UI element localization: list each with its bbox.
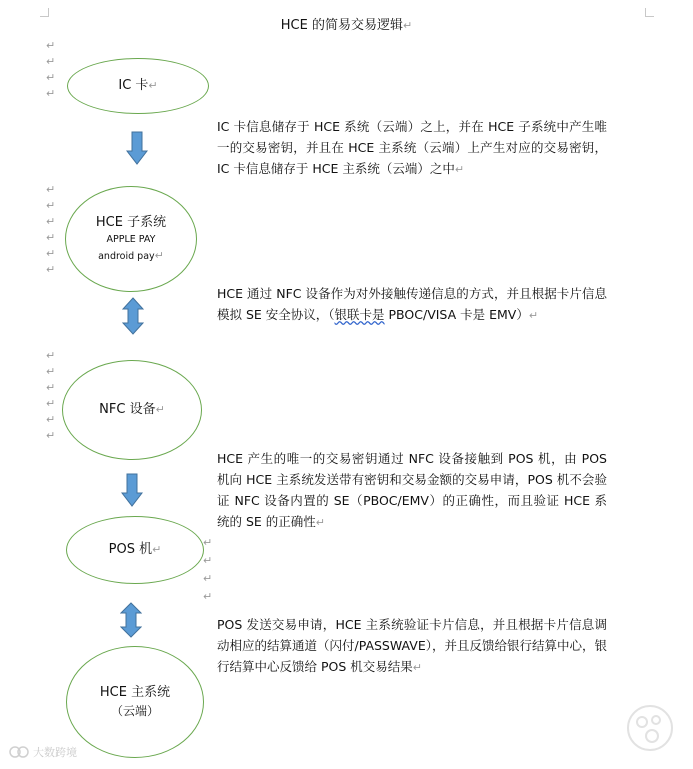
paragraph-mark: ↵ bbox=[315, 516, 325, 529]
watermark-logo-icon bbox=[622, 700, 678, 756]
watermark-logo-icon bbox=[8, 744, 30, 760]
paragraph-mark: ↵ bbox=[154, 248, 164, 262]
nfc-device-node: NFC 设备↵ bbox=[62, 360, 202, 460]
paragraph-mark: ↵ bbox=[46, 199, 56, 212]
paragraph-marks-group-2 bbox=[46, 182, 55, 278]
paragraph-mark: ↵ bbox=[46, 231, 56, 244]
paragraph-marks-group-1 bbox=[46, 38, 55, 102]
down-arrow-icon bbox=[126, 131, 148, 165]
paragraph-mark: ↵ bbox=[46, 71, 56, 84]
paragraph-mark: ↵ bbox=[155, 403, 165, 416]
paragraph-mark: ↵ bbox=[46, 215, 56, 228]
paragraph-mark: ↵ bbox=[203, 590, 213, 603]
paragraph-mark: ↵ bbox=[152, 543, 162, 556]
down-arrow-icon bbox=[121, 473, 143, 507]
paragraph-mark: ↵ bbox=[402, 19, 413, 32]
paragraph-mark: ↵ bbox=[528, 309, 539, 322]
paragraph-mark: ↵ bbox=[203, 536, 213, 549]
paragraph-mark: ↵ bbox=[203, 572, 213, 585]
pos-machine-node: POS 机↵ bbox=[66, 516, 204, 584]
hce-main-system-node: HCE 主系统 （云端） bbox=[66, 646, 204, 758]
paragraph-marks-group-4 bbox=[203, 534, 212, 606]
paragraph-mark: ↵ bbox=[46, 349, 56, 362]
paragraph-ic-card: IC 卡信息储存于 HCE 系统（云端）之上，并在 HCE 子系统中产生唯一的交易密钥，并且在 HCE 主系统（云端）上产生对应的交易密钥，IC 卡信息储存于 HCE 主系统（云端）之中↵ bbox=[217, 119, 607, 176]
page-title: HCE 的简易交易逻辑↵ bbox=[280, 18, 413, 33]
paragraph-mark: ↵ bbox=[46, 365, 56, 378]
paragraph-mark: ↵ bbox=[148, 79, 158, 92]
paragraph-mark: ↵ bbox=[46, 183, 56, 196]
spellcheck-underlined-text: 银联卡是 bbox=[334, 307, 385, 322]
paragraph-mark: ↵ bbox=[46, 55, 56, 68]
paragraph-mark: ↵ bbox=[46, 429, 56, 442]
paragraph-mark: ↵ bbox=[203, 554, 213, 567]
hce-subsystem-node: HCE 子系统 APPLE PAY android pay↵ bbox=[65, 186, 197, 292]
paragraph-mark: ↵ bbox=[412, 661, 422, 674]
ic-card-node: IC 卡↵ bbox=[67, 58, 209, 114]
paragraph-nfc-pos: HCE 产生的唯一的交易密钥通过 NFC 设备接触到 POS 机，由 POS 机向 HCE 主系统发送带有密钥和交易金额的交易申请，POS 机不会验证 NFC 设备内置的 SE（PBOC/EMV）的正确性，而且验证 HCE 系统的 SE 的正确性↵ bbox=[217, 451, 607, 529]
paragraph-marks-group-3 bbox=[46, 348, 55, 444]
paragraph-mark: ↵ bbox=[46, 397, 56, 410]
watermark: 大数跨境 bbox=[8, 744, 77, 760]
paragraph-mark: ↵ bbox=[454, 163, 465, 176]
paragraph-mark: ↵ bbox=[46, 247, 56, 260]
double-arrow-icon bbox=[120, 602, 142, 638]
paragraph-mark: ↵ bbox=[46, 263, 56, 276]
paragraph-mark: ↵ bbox=[46, 413, 56, 426]
double-arrow-icon bbox=[122, 297, 144, 335]
paragraph-mark: ↵ bbox=[46, 381, 56, 394]
paragraph-mark: ↵ bbox=[46, 39, 56, 52]
paragraph-pos-hce-main: POS 发送交易申请，HCE 主系统验证卡片信息，并且根据卡片信息调动相应的结算通道（闪付/PASSWAVE），并且反馈给银行结算中心，银行结算中心反馈给 POS 机交易结果↵ bbox=[217, 617, 607, 674]
paragraph-hce-nfc: HCE 通过 NFC 设备作为对外接触传递信息的方式，并且根据卡片信息模拟 SE 安全协议，（银联卡是 PBOC/VISA 卡是 EMV）↵ bbox=[217, 286, 607, 322]
paragraph-mark: ↵ bbox=[46, 87, 56, 100]
